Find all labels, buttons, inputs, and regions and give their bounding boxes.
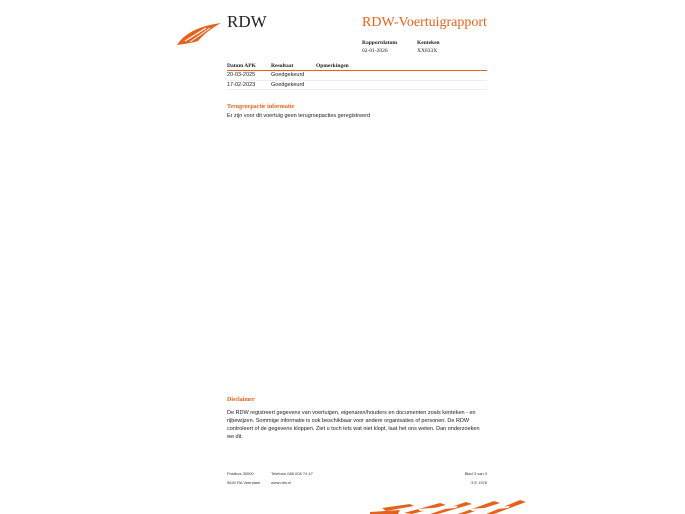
apk-col-remarks: Opmerkingen (316, 63, 349, 69)
apk-date-cell: 17-02-2023 (227, 81, 256, 88)
table-row (227, 71, 487, 81)
apk-result-cell: Goedgekeurd (271, 81, 305, 88)
apk-col-result: Resultaat (271, 63, 294, 69)
footer-page-number: Blad 3 van 3 (464, 471, 487, 476)
footer-phone: Telefoon 088 008 74 47 (271, 471, 313, 476)
plate-block (417, 39, 440, 55)
footer-web[interactable]: www.rdw.nl (271, 479, 292, 485)
report-date-label: Rapportdatum (362, 40, 398, 46)
plate-value: XX833X (417, 48, 438, 54)
recall-title: Terugroepactie informatie (227, 104, 295, 110)
footer-contact (271, 470, 313, 487)
apk-table-header (227, 63, 487, 71)
table-row (227, 81, 487, 91)
footer-page-info (427, 470, 487, 487)
disclaimer-text: De RDW registreert gegevens van voertuigen, eigenaren/houders en documenten zoals kenteken - en rijbewijzen. Sommige informatie is ook beschikbaar voor andere organisaties of personen. De RDW controleert of de gegevens kloppen. Ziet u toch iets wat niet klopt, laat het ons weten. Dan onderzoeken we dit. (227, 410, 480, 440)
footer-address (227, 470, 260, 487)
apk-remarks-cell (316, 81, 487, 90)
apk-date-cell: 20-03-2025 (227, 72, 256, 78)
recall-text: Er zijn voor dit voertuig geen terugroepacties geregistreerd (227, 113, 371, 119)
report-title: RDW-Voertuigrapport (362, 15, 487, 30)
rdw-logo-icon (176, 22, 222, 46)
disclaimer-title: Disclaimer (227, 397, 255, 403)
brand-name: RDW (227, 12, 267, 31)
plate-label: Kenteken (417, 40, 440, 46)
report-date-value: 02-01-2026 (362, 48, 388, 54)
footer-city: 9640 RA Veendam (227, 479, 261, 485)
footer-code: 3 E 1978 (470, 479, 487, 485)
apk-remarks-cell (316, 71, 487, 80)
decorative-stripes-icon (370, 500, 526, 514)
apk-result-cell: Goedgekeurd (271, 72, 305, 78)
footer-postbus: Postbus 30000 (227, 471, 254, 476)
apk-col-date: Datum APK (227, 63, 256, 69)
report-date-block (362, 39, 397, 55)
apk-table (227, 63, 487, 90)
